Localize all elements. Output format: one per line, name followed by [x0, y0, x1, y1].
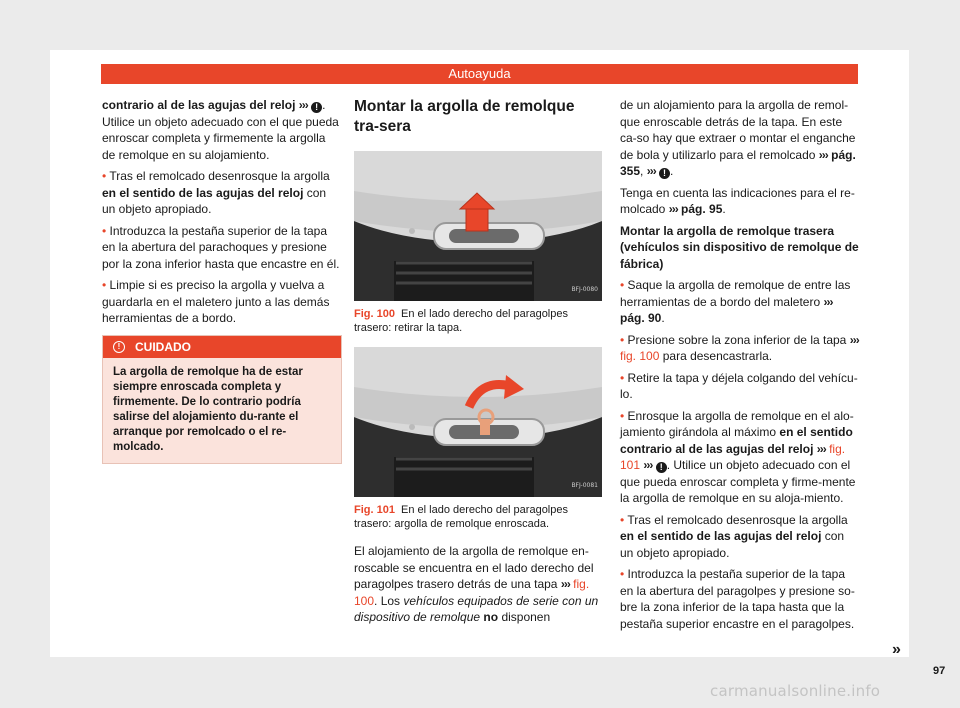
- towing-eye-illustration: [354, 347, 602, 497]
- page-link[interactable]: pág. 355: [620, 147, 856, 178]
- caution-box: [102, 335, 342, 465]
- figure-caption: Fig. 101 En el lado derecho del paragolpes trasero: argolla de remolque enroscada.: [354, 504, 568, 530]
- column-3: [620, 97, 860, 637]
- column-1: [102, 97, 342, 464]
- bullet-item: • Presione sobre la zona inferior de la tapa ››› fig. 100 para desencastrarla.: [620, 332, 859, 363]
- bullet-item: • Limpie si es preciso la argolla y vuelva a guardarla en el maletero junto a las demás herramientas de a bordo.: [102, 278, 330, 325]
- figure-100: BFJ-0080: [354, 151, 602, 301]
- caution-text: La argolla de remolque ha de estar siempre enroscada completa y firmemente. De lo contrario podría salirse del alojamiento du-rante el arranque por remolcado o el re-molcado.: [113, 366, 303, 453]
- paragraph: Tenga en cuenta las indicaciones para el re-molcado ››› pág. 95.: [620, 185, 855, 216]
- bullet-item: • Enrosque la argolla de remolque en el alo-jamiento girándola al máximo en el sentido contrario al de las agujas del reloj ››› fig. 101 ››› ! . Utilice un objeto adecuado con el que pueda enroscar completa y firme-mente la argolla de remolque en su aloja-miento.: [620, 408, 856, 505]
- figure-101: BFJ-0081: [354, 347, 602, 497]
- continue-arrow-icon: »: [892, 641, 901, 658]
- subheading: Montar la argolla de remolque trasera (vehículos sin dispositivo de remolque de fábrica): [620, 223, 859, 271]
- warning-icon: !: [311, 102, 322, 113]
- warning-icon: !: [656, 462, 667, 473]
- paragraph: El alojamiento de la argolla de remolque en-roscable se encuentra en el lado derecho del paragolpes trasero detrás de una tapa ››› fig. 100. Los vehículos equipados de serie con un dispositivo de remolque no disponen: [354, 544, 599, 624]
- bullet-item: • Introduzca la pestaña superior de la tapa en la abertura del paragolpes y presione so-bre la zona inferior de la tapa hasta que la pestaña superior encastre en el paragolpes.: [620, 567, 855, 631]
- section-heading: Montar la argolla de remolque tra-sera: [354, 98, 575, 135]
- manual-page: [50, 50, 946, 677]
- paragraph: contrario al de las agujas del reloj ››› ! . Utilice un objeto adecuado con el que pueda enroscar completa y firmemente la argolla de remolque en su alojamiento.: [102, 98, 339, 162]
- bumper-cover-illustration: [354, 151, 602, 301]
- figure-link[interactable]: fig. 100: [354, 577, 590, 608]
- page-link[interactable]: pág. 95: [681, 202, 723, 216]
- figure-link[interactable]: fig. 100: [620, 349, 660, 363]
- bullet-item: • Retire la tapa y déjela colgando del vehícu-lo.: [620, 370, 858, 401]
- page-link[interactable]: pág. 90: [620, 311, 662, 325]
- figure-link[interactable]: fig. 101: [620, 441, 846, 472]
- figure-caption: Fig. 100 En el lado derecho del paragolpes trasero: retirar la tapa.: [354, 308, 568, 334]
- bullet-item: • Tras el remolcado desenrosque la argolla en el sentido de las agujas del reloj con un objeto apropiado.: [102, 169, 330, 216]
- warning-icon: !: [659, 168, 670, 179]
- page-number: 97: [933, 665, 946, 677]
- watermark: carmanualsonline.info: [710, 682, 881, 700]
- column-2: [354, 97, 602, 631]
- info-icon: !: [113, 341, 125, 353]
- bullet-item: • Tras el remolcado desenrosque la argolla en el sentido de las agujas del reloj con un objeto apropiado.: [620, 512, 848, 560]
- section-header: Autoayuda: [101, 64, 858, 84]
- paragraph: de un alojamiento para la argolla de remol-que enroscable detrás de la tapa. En este ca-so hay que extraer o montar el enganche de bola y utilizarlo para el remolcado ››› pág. 355, ››› ! .: [620, 98, 856, 178]
- bullet-item: • Introduzca la pestaña superior de la tapa en la abertura del parachoques y presione por la zona inferior hasta que encastre en él.: [102, 223, 340, 271]
- bullet-item: • Saque la argolla de remolque de entre las herramientas de a bordo del maletero ››› pág. 90.: [620, 278, 851, 325]
- caution-header: ! CUIDADO: [103, 336, 341, 359]
